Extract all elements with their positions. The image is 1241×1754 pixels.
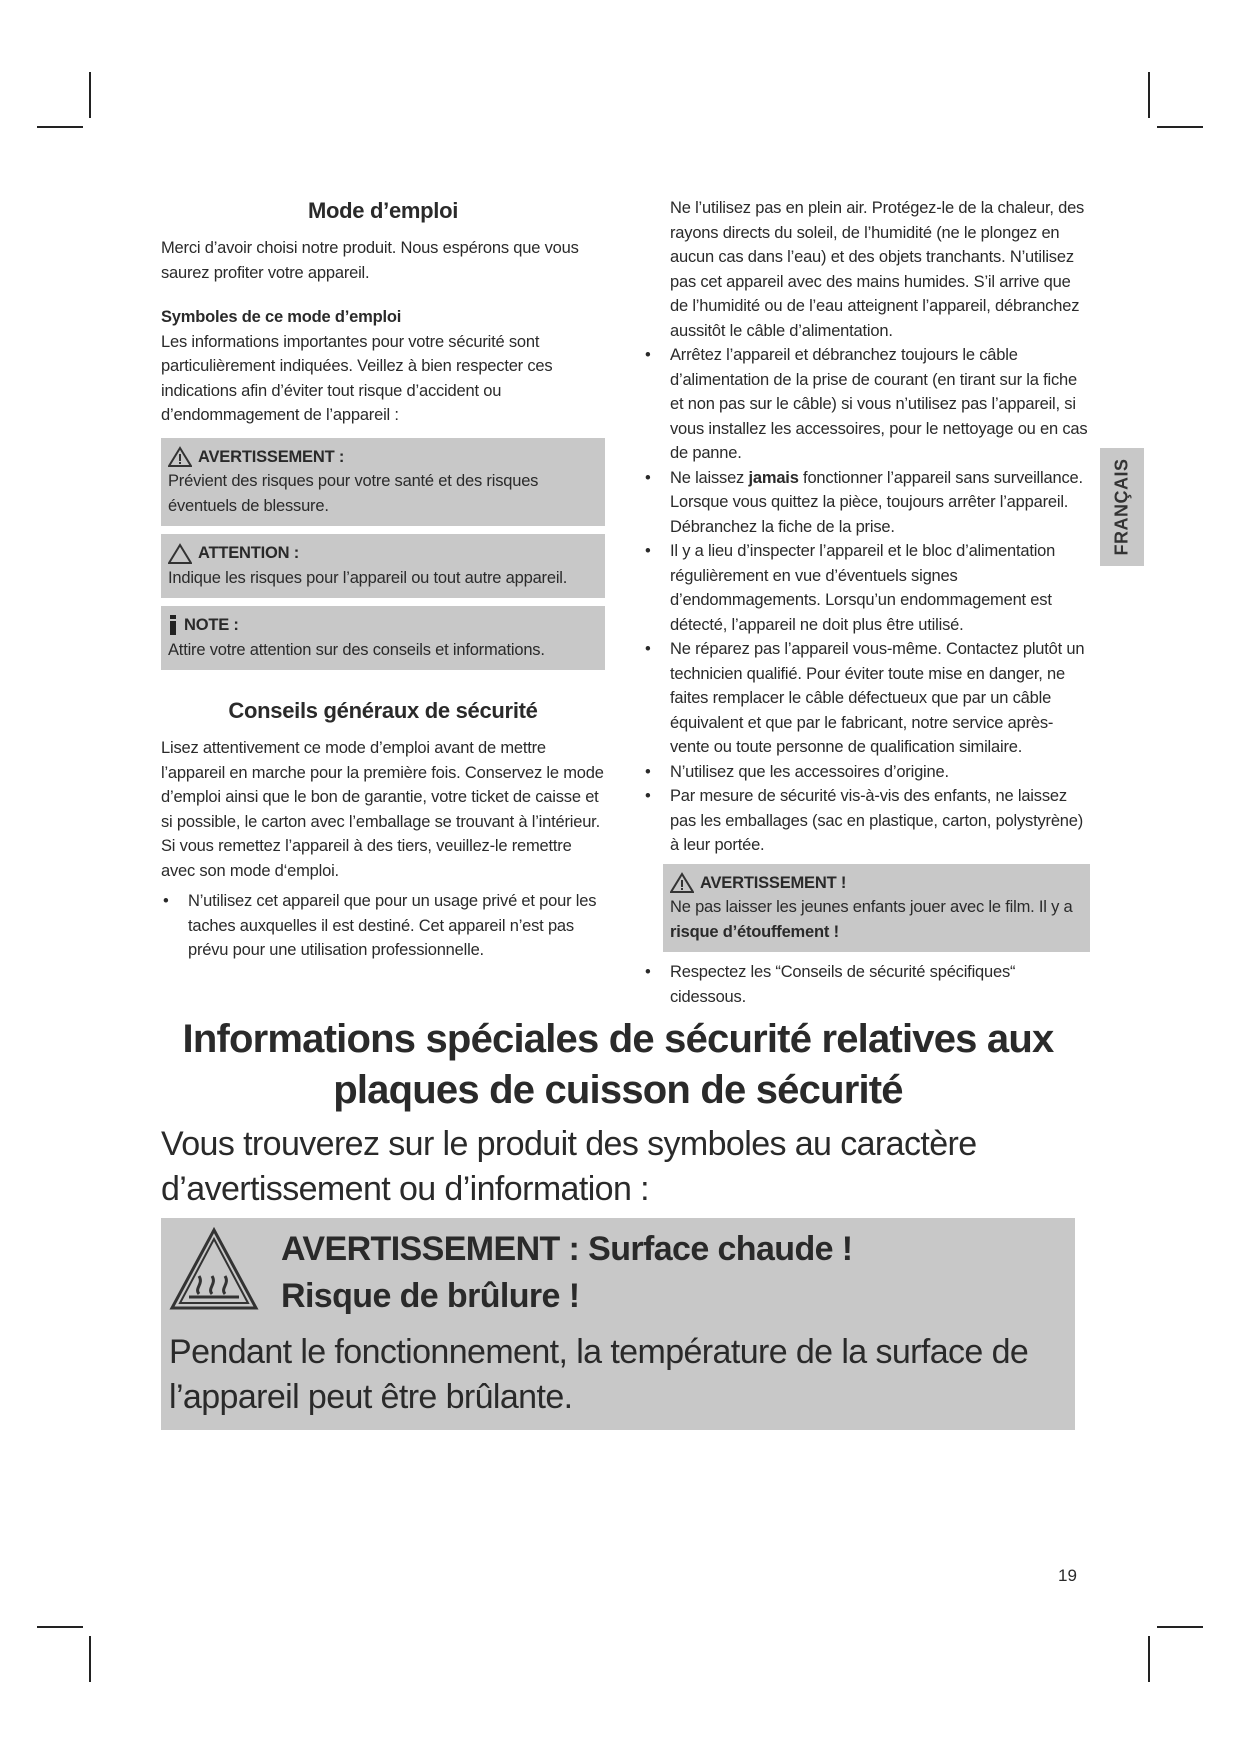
language-tab-label: FRANÇAIS	[1111, 458, 1132, 556]
language-tab	[1100, 448, 1144, 566]
right-bullet-list	[643, 343, 1090, 858]
list-item: • Arrêtez l’appareil et débranchez toujours le câble d’alimentation de la prise de courant (en tirant sur la fiche et non pas sur le câble) si vous n’utilisez pas l’appareil, si vous installez les accessoires, pour le nettoyage ou en cas de panne.	[643, 343, 1090, 466]
attention-box-title: ATTENTION :	[198, 544, 300, 562]
info-icon	[168, 614, 178, 636]
bullet-text: fonctionner l’appareil sans surveillance. Lorsque vous quittez la pièce, toujours arrêter l’appareil. Débranchez la fiche de la prise.	[670, 468, 1083, 536]
list-item: • N’utilisez que les accessoires d’origine.	[643, 760, 1090, 785]
safety-title: Conseils généraux de sécurité	[228, 698, 538, 723]
bullet-emphasis: jamais	[748, 468, 799, 487]
list-item: • Respectez les “Conseils de sécurité spécifiques“ cidessous.	[643, 960, 1090, 1009]
crop-mark	[1157, 1626, 1203, 1628]
child-warning-text	[670, 895, 1083, 944]
crop-mark	[1148, 1636, 1150, 1682]
warning-box-text: Prévient des risques pour votre santé et des risques éventuels de blessure.	[168, 472, 539, 515]
warning-triangle-icon	[168, 446, 192, 467]
crop-mark	[1157, 126, 1203, 128]
special-title: Informations spéciales de sécurité relatives aux plaques de cuisson de sécurité	[182, 1017, 1054, 1112]
child-warning-title: AVERTISSEMENT !	[700, 873, 847, 892]
crop-mark	[1148, 72, 1150, 118]
safety-intro: Lisez attentivement ce mode d’emploi avant de mettre l’appareil en marche pour la première fois. Conservez le mode d’emploi ainsi que le bon de garantie, votre ticket de caisse et si possible, le carton avec l’emballage se trouvant à l’intérieur. Si vous remettez l’appareil à des tiers, veuillez-le remettre avec son mode d‘emploi.	[161, 739, 604, 880]
note-box	[161, 606, 605, 670]
left-bullet-list	[161, 889, 605, 963]
hot-surface-text: Pendant le fonctionnement, la température de la surface de l’appareil peut être brûlante.	[169, 1333, 1029, 1416]
symbols-heading: Symboles de ce mode d’emploi	[161, 308, 402, 326]
note-box-title: NOTE :	[184, 616, 239, 634]
list-item: • Il y a lieu d’inspecter l’appareil et le bloc d’alimentation régulièrement en vue d’éventuels signes d’endommagements. Lorsqu’un endommagement est détecté, l’appareil ne doit plus être utilisé.	[643, 539, 1090, 637]
continuation-text: Ne l’utilisez pas en plein air. Protégez-le de la chaleur, des rayons directs du soleil, de l’humidité (ne le plongez en aucun cas dans l’eau) et des objets tranchants. N’utilisez pas cet appareil avec des mains humides. S’il arrive que de l’humidité ou de l’eau atteignent l’appareil, débranchez aussitôt le câble d’alimentation.	[670, 199, 1085, 340]
warning-box	[161, 438, 605, 527]
note-box-text: Attire votre attention sur des conseils et informations.	[168, 640, 545, 659]
hot-surface-title-2: Risque de brûlure !	[281, 1277, 580, 1315]
attention-box	[161, 534, 605, 598]
list-item: • N’utilisez cet appareil que pour un usage privé et pour les taches auxquelles il est destiné. Cet appareil n’est pas prévu pour une utilisation professionnelle.	[161, 889, 605, 963]
intro-text: Merci d’avoir choisi notre produit. Nous espérons que vous saurez profiter votre appareil.	[161, 239, 579, 282]
list-item	[643, 466, 1090, 540]
crop-mark	[37, 1626, 83, 1628]
list-item: • Ne réparez pas l’appareil vous-même. Contactez plutôt un technicien qualifié. Pour éviter toute mise en danger, ne faites remplacer le câble défectueux que par un câble équivalent et que par le fabricant, notre service après-vente ou toute personne de qualification similaire.	[643, 637, 1090, 760]
list-item: • Par mesure de sécurité vis-à-vis des enfants, ne laissez pas les emballages (sac en plastique, carton, polystyrène) à leur portée.	[643, 784, 1090, 858]
child-warning-text-a: Ne pas laisser les jeunes enfants jouer avec le film. Il y a	[670, 898, 1073, 916]
warning-box-title: AVERTISSEMENT :	[198, 447, 345, 466]
hot-surface-title-1: AVERTISSEMENT : Surface chaude !	[281, 1230, 853, 1268]
crop-mark	[37, 126, 83, 128]
hot-surface-warning-box	[161, 1218, 1075, 1430]
left-column	[161, 196, 605, 963]
right-column	[643, 196, 1090, 1009]
child-warning-box	[663, 864, 1090, 953]
page-number: 19	[1058, 1566, 1077, 1585]
child-warning-text-b: risque d’étouffement !	[670, 922, 839, 941]
warning-triangle-icon	[670, 872, 694, 893]
right-bullet-list-2	[643, 960, 1090, 1009]
special-safety-section	[161, 1014, 1075, 1430]
crop-mark	[89, 1636, 91, 1682]
symbols-text: Les informations importantes pour votre sécurité sont particulièrement indiquées. Veillez à bien respecter ces indications afin d’éviter tout risque d’accident ou d’endommagement de l’appareil :	[161, 332, 553, 424]
hot-surface-icon	[169, 1226, 259, 1312]
bullet-text: Ne laissez	[670, 468, 749, 487]
special-intro: Vous trouverez sur le produit des symboles au caractère d’avertissement ou d’information :	[161, 1125, 977, 1208]
attention-box-text: Indique les risques pour l’appareil ou tout autre appareil.	[168, 568, 568, 587]
caution-triangle-icon	[168, 543, 192, 564]
manual-title: Mode d’emploi	[307, 198, 459, 223]
crop-mark	[89, 72, 91, 118]
